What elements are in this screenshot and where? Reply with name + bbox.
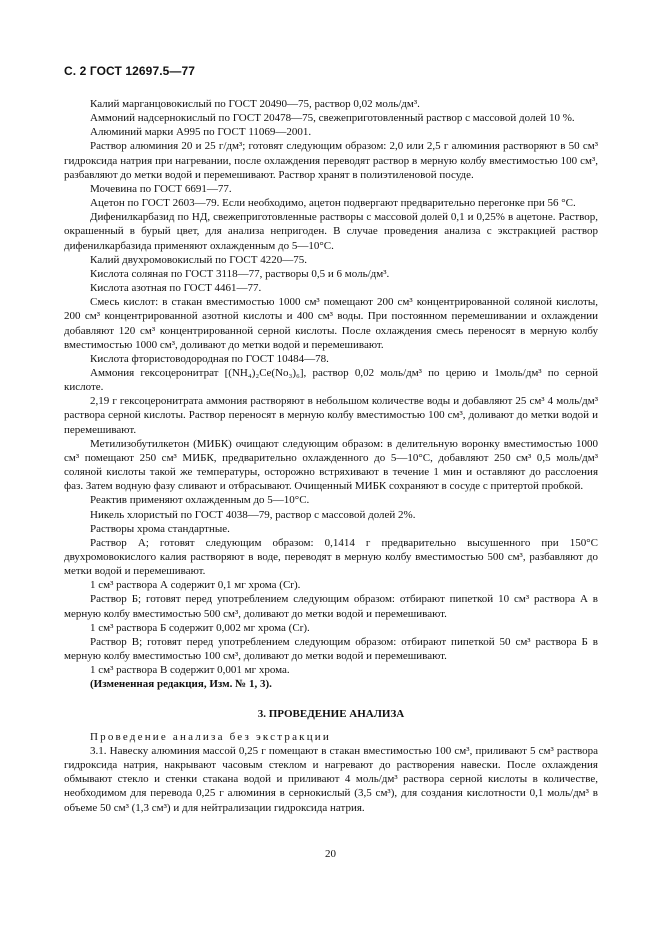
paragraph: Раствор А; готовят следующим образом: 0,1414 г предварительно высушенного при 150°С двухромовокислого калия растворяют в воде, переводят в мерную колбу вместимостью 500 см³, разбавляют до метки водой и перемешивают.: [64, 536, 598, 578]
paragraph: 3.1. Навеску алюминия массой 0,25 г помещают в стакан вместимостью 100 см³, приливают 5 см³ раствора гидроксида натрия, накрывают часовым стеклом и нагревают до растворения навески. После охлаждения обмывают стекло и стенки стакана водой и приливают 4 моль/дм³ раствора серной кислоты в количестве, необходимом для перевода 0,25 г алюминия в сернокислый (3,5 см³), для создания кислотности 0,1 моль/дм³ в объеме 50 см³ (1,3 см³) и для нейтрализации гидроксида натрия.: [64, 744, 598, 814]
paragraph: Кислота азотная по ГОСТ 4461—77.: [90, 282, 262, 295]
page-number: 20: [325, 848, 336, 860]
paragraph: Аммония гексоцеронитрат [(NH₄)₂Ce(No₃)₆], раствор 0,02 моль/дм³ по церию и 1моль/дм³ по серной кислоте.: [64, 366, 598, 394]
page-header: С. 2 ГОСТ 12697.5—77: [64, 64, 196, 78]
subsection-title: Проведение анализа без экстракции: [90, 730, 331, 743]
paragraph: Алюминий марки А995 по ГОСТ 11069—2001.: [90, 126, 312, 139]
paragraph: Смесь кислот: в стакан вместимостью 1000 см³ помещают 200 см³ концентрированной соляной кислоты, 200 см³ концентрированной азотной кислоты и 400 см³ воды. При постоянном перемешивании и охлаждении добавляют 120 см³ концентрированной серной кислоты. После охлаждения смесь переносят в мерную колбу вместимостью 1000 см³, доливают до метки водой и перемешивают.: [64, 296, 598, 351]
paragraph: Растворы хрома стандартные.: [90, 522, 230, 535]
section-title: 3. ПРОВЕДЕНИЕ АНАЛИЗА: [257, 707, 405, 720]
paragraph: Кислота фтористоводородная по ГОСТ 10484—78.: [90, 352, 329, 365]
paragraph: Раствор Б; готовят перед употреблением следующим образом: отбирают пипеткой 10 см³ раствора А в мерную колбу вместимостью 500 см³, доливают до метки водой и перемешивают.: [64, 593, 598, 620]
paragraph: Мочевина по ГОСТ 6691—77.: [90, 182, 232, 195]
paragraph: Кислота соляная по ГОСТ 3118—77, растворы 0,5 и 6 моль/дм³.: [90, 267, 390, 280]
paragraph: Калий двухромовокислый по ГОСТ 4220—75.: [90, 253, 307, 266]
paragraph: 1 см³ раствора Б содержит 0,002 мг хрома (Cr).: [90, 621, 310, 634]
paragraph: Калий марганцовокислый по ГОСТ 20490—75, раствор 0,02 моль/дм³.: [90, 98, 420, 110]
paragraph: 1 см³ раствора А содержит 0,1 мг хрома (Cr).: [90, 579, 301, 592]
paragraph: 2,19 г гексоцеронитрата аммония растворяют в небольшом количестве воды и добавляют 25 см³ 4 моль/дм³ раствора серной кислоты. Раствор переносят в мерную колбу вместимостью 100 см³, доливают до метки водой и перемешивают.: [64, 395, 598, 436]
paragraph: Дифенилкарбазид по НД, свежеприготовленные растворы с массовой долей 0,1 и 0,25% в ацетоне. Раствор, окрашенный в бурый цвет, для анализа непригоден. В случае проведения анализа с экстракцией раствор дифенилкарбазида применяют охлажденным до 5—10°С.: [64, 211, 598, 252]
paragraph: Раствор В; готовят перед употреблением следующим образом: отбирают пипеткой 50 см³ раствора Б в мерную колбу вместимостью 100 см³, доливают до метки водой и перемешивают.: [64, 635, 598, 663]
paragraph: Реактив применяют охлажденным до 5—10°С.: [90, 494, 310, 507]
paragraph: Аммоний надсернокислый по ГОСТ 20478—75, свежеприготовленный раствор с массовой долей 10 %.: [90, 112, 575, 125]
amendment-note: (Измененная редакция, Изм. № 1, 3).: [90, 678, 272, 691]
paragraph: 1 см³ раствора В содержит 0,001 мг хрома.: [90, 664, 290, 677]
paragraph: Метилизобутилкетон (МИБК) очищают следующим образом: в делительную воронку вместимостью 1000 см³ помещают 250 см³ МИБК, предварительно охлажденного до 5—10°С, добавляют 250 см³ 0,5 моль/дм³ соляной кислоты такой же температуры, осторожно встряхивают в течение 1 мин и оставляют до расслоения фаз. Затем водную фазу сливают и отбрасывают. Очищенный МИБК сохраняют в сосуде с притертой пробкой.: [64, 437, 598, 493]
paragraph: Раствор алюминия 20 и 25 г/дм³; готовят следующим образом: 2,0 или 2,5 г алюминия растворяют в 50 см³ гидроксида натрия при нагревании, после охлаждения переводят раствор в мерную колбу вместимостью 100 см³, разбавляют до метки водой и перемешивают. Раствор хранят в полиэтиленовой посуде.: [64, 140, 598, 181]
document-body: [64, 97, 598, 815]
paragraph: Никель хлористый по ГОСТ 4038—79, раствор с массовой долей 2%.: [90, 508, 416, 521]
paragraph: Ацетон по ГОСТ 2603—79. Если необходимо, ацетон подвергают предварительно перегонке при 56 °С.: [90, 197, 576, 210]
